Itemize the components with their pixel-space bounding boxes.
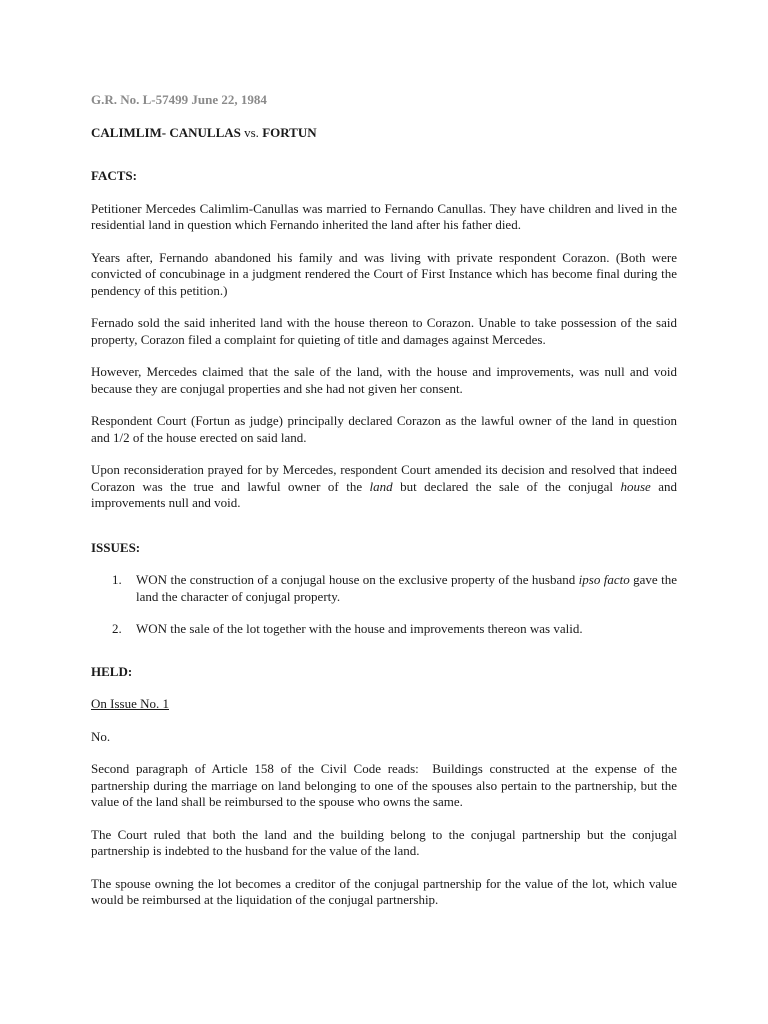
facts-paragraph-4: However, Mercedes claimed that the sale of the land, with the house and improvements, was null and void because they are conjugal properties and she had not given her consent.: [91, 364, 677, 396]
facts-paragraph-6-italic-land: land: [369, 478, 393, 494]
facts-paragraph-3: Fernado sold the said inherited land with the house thereon to Corazon. Unable to take possession of the said property, Corazon filed a complaint for quieting of title and damages against Mercedes.: [91, 315, 677, 347]
document-page: [91, 92, 677, 925]
held-paragraph-2: The Court ruled that both the land and the building belong to the conjugal partnership but the conjugal partnership is indebted to the husband for the value of the land.: [91, 826, 677, 858]
issue-number-2: 2.: [112, 621, 122, 636]
case-title-respondent: FORTUN: [262, 124, 317, 140]
facts-paragraph-6-part-3: and improvements null and void.: [91, 478, 677, 510]
issue-1-text-after: gave the land the character of conjugal property.: [136, 572, 677, 604]
held-subheading: On Issue No. 1: [91, 696, 169, 711]
issues-heading: ISSUES:: [91, 539, 141, 555]
facts-paragraph-5: Respondent Court (Fortun as judge) principally declared Corazon as the lawful owner of the land in question and 1/2 of the house erected on said land.: [91, 413, 677, 445]
held-paragraph-3: The spouse owning the lot becomes a creditor of the conjugal partnership for the value of the lot, which value would be reimbursed at the liquidation of the conjugal partnership.: [91, 875, 677, 907]
issue-1-text-before: WON the construction of a conjugal house on the exclusive property of the husband: [136, 572, 579, 587]
issue-number-1: 1.: [112, 572, 122, 587]
facts-paragraph-6: [91, 462, 677, 512]
case-title-petitioner: CALIMLIM- CANULLAS: [91, 124, 241, 140]
facts-paragraph-6-part-1: Upon reconsideration prayed for by Mercedes, respondent Court amended its decision and resolved that indeed Corazon was the true and lawful owner of the: [91, 462, 677, 494]
issue-1-italic: ipso facto: [578, 572, 630, 587]
issue-2-text: WON the sale of the lot together with the house and improvements thereon was valid.: [136, 621, 583, 636]
case-title-vs: vs.: [244, 124, 259, 140]
facts-paragraph-1: Petitioner Mercedes Calimlim-Canullas was married to Fernando Canullas. They have children and lived in the residential land in question which Fernando inherited the land after his father died.: [91, 200, 677, 232]
facts-heading: FACTS:: [91, 168, 137, 183]
issues-list: [91, 572, 677, 638]
case-number: G.R. No. L-57499 June 22, 1984: [91, 92, 267, 107]
facts-paragraph-6-italic-house: house: [620, 478, 651, 494]
facts-paragraph-6-part-2: but declared the sale of the conjugal: [392, 478, 621, 494]
held-answer: No.: [91, 728, 111, 744]
held-paragraph-1: Second paragraph of Article 158 of the Civil Code reads: Buildings constructed at the expense of the partnership during the marriage on land belonging to one of the spouses also pertain to the partnership, but the value of the land shall be reimbursed to the spouse who owns the same.: [91, 761, 677, 809]
issue-item-1: [91, 572, 677, 605]
issue-item-2: [91, 621, 677, 638]
case-title: [91, 125, 677, 142]
held-heading: HELD:: [91, 663, 133, 679]
facts-paragraph-2: Years after, Fernando abandoned his family and was living with private respondent Corazon. (Both were convicted of concubinage in a judgment rendered the Court of First Instance which has become final during the pendency of this petition.): [91, 249, 677, 298]
